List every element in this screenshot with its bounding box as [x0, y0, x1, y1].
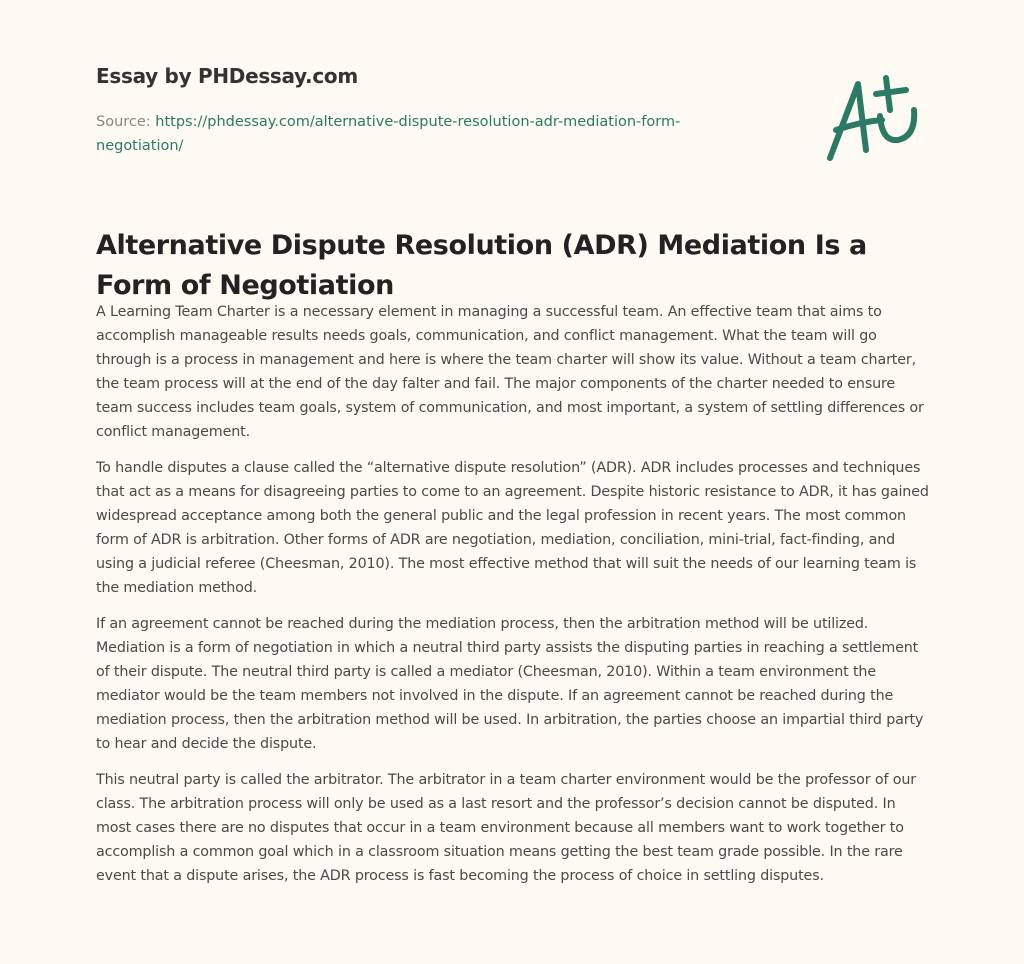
paragraph: To handle disputes a clause called the “alternative dispute resolution” (ADR). ADR includes processes and techniques that act as a means for disagreeing parties to come to an agreement. Despite historic resistance to ADR, it has gained widespread acceptance among both the general public and the legal profession in recent years. The most common form of ADR is arbitration. Other forms of ADR are negotiation, mediation, conciliation, mini-trial, fact-finding, and using a judicial referee (Cheesman, 2010). The most effective method that will suit the needs of our learning team is the mediation method. [96, 460, 929, 596]
paragraph: This neutral party is called the arbitrator. The arbitrator in a team charter environment would be the professor of our class. The arbitration process will only be used as a last resort and the professor’s decision cannot be disputed. In most cases there are no disputes that occur in a team environment because all members want to work together to accomplish a common goal which in a classroom situation means getting the best team grade possible. In the rare event that a dispute arises, the ADR process is fast becoming the process of choice in settling disputes. [96, 772, 916, 884]
source-link[interactable]: https://phdessay.com/alternative-dispute-resolution-adr-mediation-form-negotiation/ [96, 114, 681, 154]
a-plus-logo [820, 70, 930, 165]
paragraph: If an agreement cannot be reached during the mediation process, then the arbitration method will be utilized. Mediation is a form of negotiation in which a neutral third party assists the disputing parties in reaching a settlement of their dispute. The neutral third party is called a mediator (Cheesman, 2010). Within a team environment the mediator would be the team members not involved in the dispute. If an agreement cannot be reached during the mediation process, then the arbitration method will be used. In arbitration, the parties choose an impartial third party to hear and decide the dispute. [96, 616, 924, 752]
source-line [96, 110, 716, 158]
source-label: Source: [96, 114, 156, 130]
site-brand: Essay by PHDessay.com [96, 64, 358, 88]
essay-body [96, 300, 932, 900]
essay-title: Alternative Dispute Resolution (ADR) Mediation Is a Form of Negotiation [96, 230, 867, 301]
paragraph: A Learning Team Charter is a necessary element in managing a successful team. An effective team that aims to accomplish manageable results needs goals, communication, and conflict management. What the team will go through is a process in management and here is where the team charter will show its value. Without a team charter, the team process will at the end of the day falter and fail. The major components of the charter needed to ensure team success includes team goals, system of communication, and most important, a system of settling differences or conflict management. [96, 304, 924, 440]
